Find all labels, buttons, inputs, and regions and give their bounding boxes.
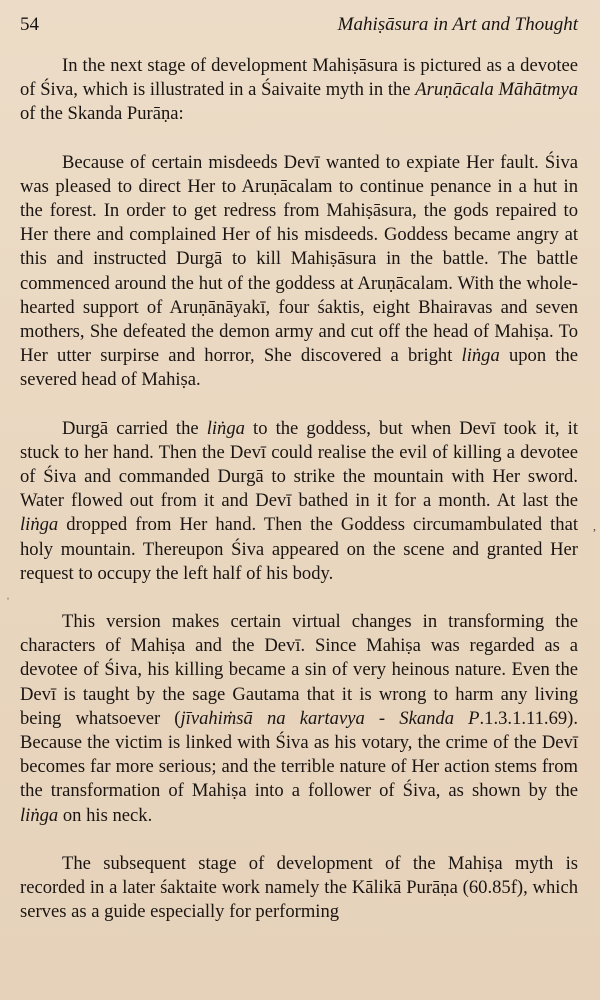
running-head bbox=[20, 12, 578, 38]
analysis-italic-source: Skanda P bbox=[399, 707, 480, 729]
durga-text-c: to the goddess, but when Devī took it, it stuck to her hand. Then the Devī could realise the evil of killing a devotee of Śiva and commanded Durgā to strike the mountain with Her sword. Water flowed out from it and Devī bathed in it for a month. At last the bbox=[20, 417, 579, 512]
paragraph-analysis bbox=[20, 610, 578, 828]
myth-text-tail: upon the severed head of Mahiṣa. bbox=[20, 345, 578, 391]
paragraph-myth bbox=[20, 151, 578, 393]
durga-text-a: Durgā carried the bbox=[62, 417, 207, 439]
myth-italic-linga: liṅga bbox=[461, 345, 500, 367]
intro-italic-title: Aruṇācala Māhātmya bbox=[415, 79, 578, 101]
kalika-text: The subsequent stage of development of the Mahiṣa myth is recorded in a later śaktaite work namely the Kālikā Purāṇa (60.85f), which serves as a guide especially for performing bbox=[20, 852, 578, 923]
intro-text-start: In the next stage of development Mahiṣāsura is pictured as a devotee of Śiva, which is illustrated in a Śaivaite myth in the bbox=[20, 55, 578, 101]
page-number: 54 bbox=[20, 14, 39, 35]
analysis-text-c: - bbox=[364, 707, 400, 729]
paragraph-durga bbox=[20, 417, 578, 586]
scan-speck-mark: ˈ bbox=[6, 595, 10, 609]
durga-italic-linga-1: liṅga bbox=[206, 417, 245, 439]
analysis-italic-quote: jīvahiṁsā na kartavya bbox=[180, 707, 365, 729]
durga-italic-linga-2: liṅga bbox=[20, 514, 59, 536]
running-title: Mahiṣāsura in Art and Thought bbox=[337, 14, 578, 35]
durga-text-e: dropped from Her hand. Then the Goddess circumambulated that holy mountain. Thereupon Śiva appeared on the scene and granted Her request to occupy the left half of his body. bbox=[20, 514, 578, 584]
scan-speck-mark: , bbox=[593, 519, 596, 533]
intro-text-end: of the Skanda Purāṇa: bbox=[20, 103, 184, 125]
paragraph-intro bbox=[20, 54, 578, 127]
analysis-text-g: on his neck. bbox=[58, 804, 153, 826]
myth-text-main: Because of certain misdeeds Devī wanted to expiate Her fault. Śiva was pleased to direct Her to Aruṇācalam to continue penance in a hut in the forest. In order to get redress from Mahiṣāsura, the gods repaired to Her there and complained Her of his misdeeds. Goddess became angry at this and instructed Durgā to kill Mahiṣāsura in the battle. The battle commenced around the hut of the goddess at Aruṇācalam. With the whole-hearted support of Aruṇānāyakī, four śaktis, eight Bhairavas and seven mothers, She defeated the demon army and cut off the head of Mahiṣa. To Her utter surpirse and horror, She discovered a bright bbox=[20, 151, 578, 367]
analysis-text-a: This version makes certain virtual changes in transforming the characters of Mahiṣa and the Devī. Since Mahiṣa was regarded as a devotee of Śiva, his killing became a sin of very heinous nature. Even the Devī is taught by the sage Gautama that it is wrong to harm any living being whatsoever ( bbox=[20, 611, 578, 729]
paragraph-kalika bbox=[20, 852, 578, 925]
analysis-italic-linga: liṅga bbox=[20, 804, 59, 826]
analysis-text-e: .1.3.1.11.69). Because the victim is linked with Śiva as his votary, the crime of the Devī becomes far more serious; and the terrible nature of Her action stems from the transformation of Mahiṣa into a follower of Śiva, as shown by the bbox=[20, 707, 579, 802]
